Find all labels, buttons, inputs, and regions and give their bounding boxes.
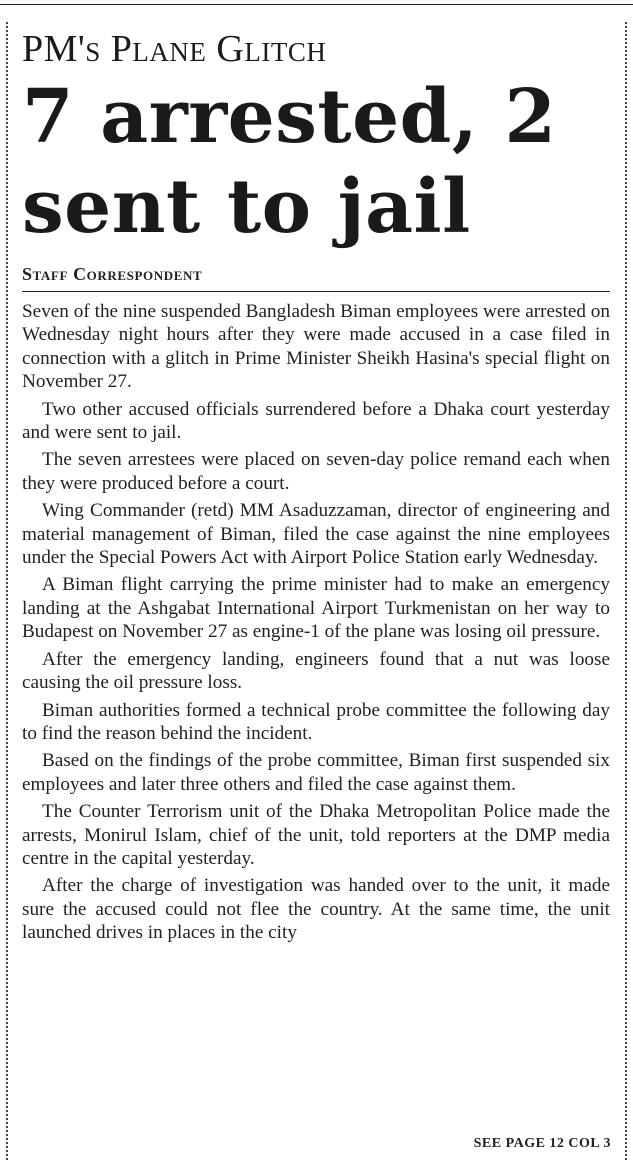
paragraph: Based on the findings of the probe committee, Biman first suspended six employees and later three others and filed the case against them. — [22, 750, 610, 795]
kicker: PM's Plane Glitch — [22, 28, 327, 70]
headline: 7 arrested, 2 sent to jail — [22, 74, 557, 250]
paragraph: A Biman flight carrying the prime minister had to make an emergency landing at the Ashgabat International Airport Turkmenistan on her way to Budapest on November 27 as engine-1 of the plane was losing oil pressure. — [22, 574, 610, 643]
paragraph: Biman authorities formed a technical probe committee the following day to find the reason behind the incident. — [22, 699, 610, 744]
paragraph: The seven arrestees were placed on seven-day police remand each when they were produced before a court. — [22, 449, 610, 494]
byline-block — [22, 264, 610, 292]
left-column-border — [6, 22, 8, 1160]
news-article — [22, 16, 610, 949]
continued-on-page: SEE PAGE 12 COL 3 — [473, 1136, 611, 1151]
paragraph: Wing Commander (retd) MM Asaduzzaman, director of engineering and material management of Biman, filed the case against the nine employees under the Special Powers Act with Airport Police Station early Wednesday. — [22, 500, 610, 569]
byline: Staff Correspondent — [22, 264, 203, 284]
top-rule — [0, 4, 633, 5]
paragraph: After the charge of investigation was handed over to the unit, it made sure the accused could not flee the country. At the same time, the unit launched drives in places in the city — [22, 875, 610, 944]
paragraph: Two other accused officials surrendered before a Dhaka court yesterday and were sent to jail. — [22, 398, 610, 444]
paragraph: Seven of the nine suspended Bangladesh Biman employees were arrested on Wednesday night hours after they were made accused in a case filed in connection with a glitch in Prime Minister Sheikh Hasina's special flight on November 27. — [22, 301, 610, 393]
article-body — [22, 300, 610, 945]
paragraph: After the emergency landing, engineers found that a nut was loose causing the oil pressure loss. — [22, 648, 610, 694]
paragraph: The Counter Terrorism unit of the Dhaka Metropolitan Police made the arrests, Monirul Islam, chief of the unit, told reporters at the DMP media centre in the capital yesterday. — [22, 801, 610, 869]
right-column-border — [625, 22, 627, 1160]
